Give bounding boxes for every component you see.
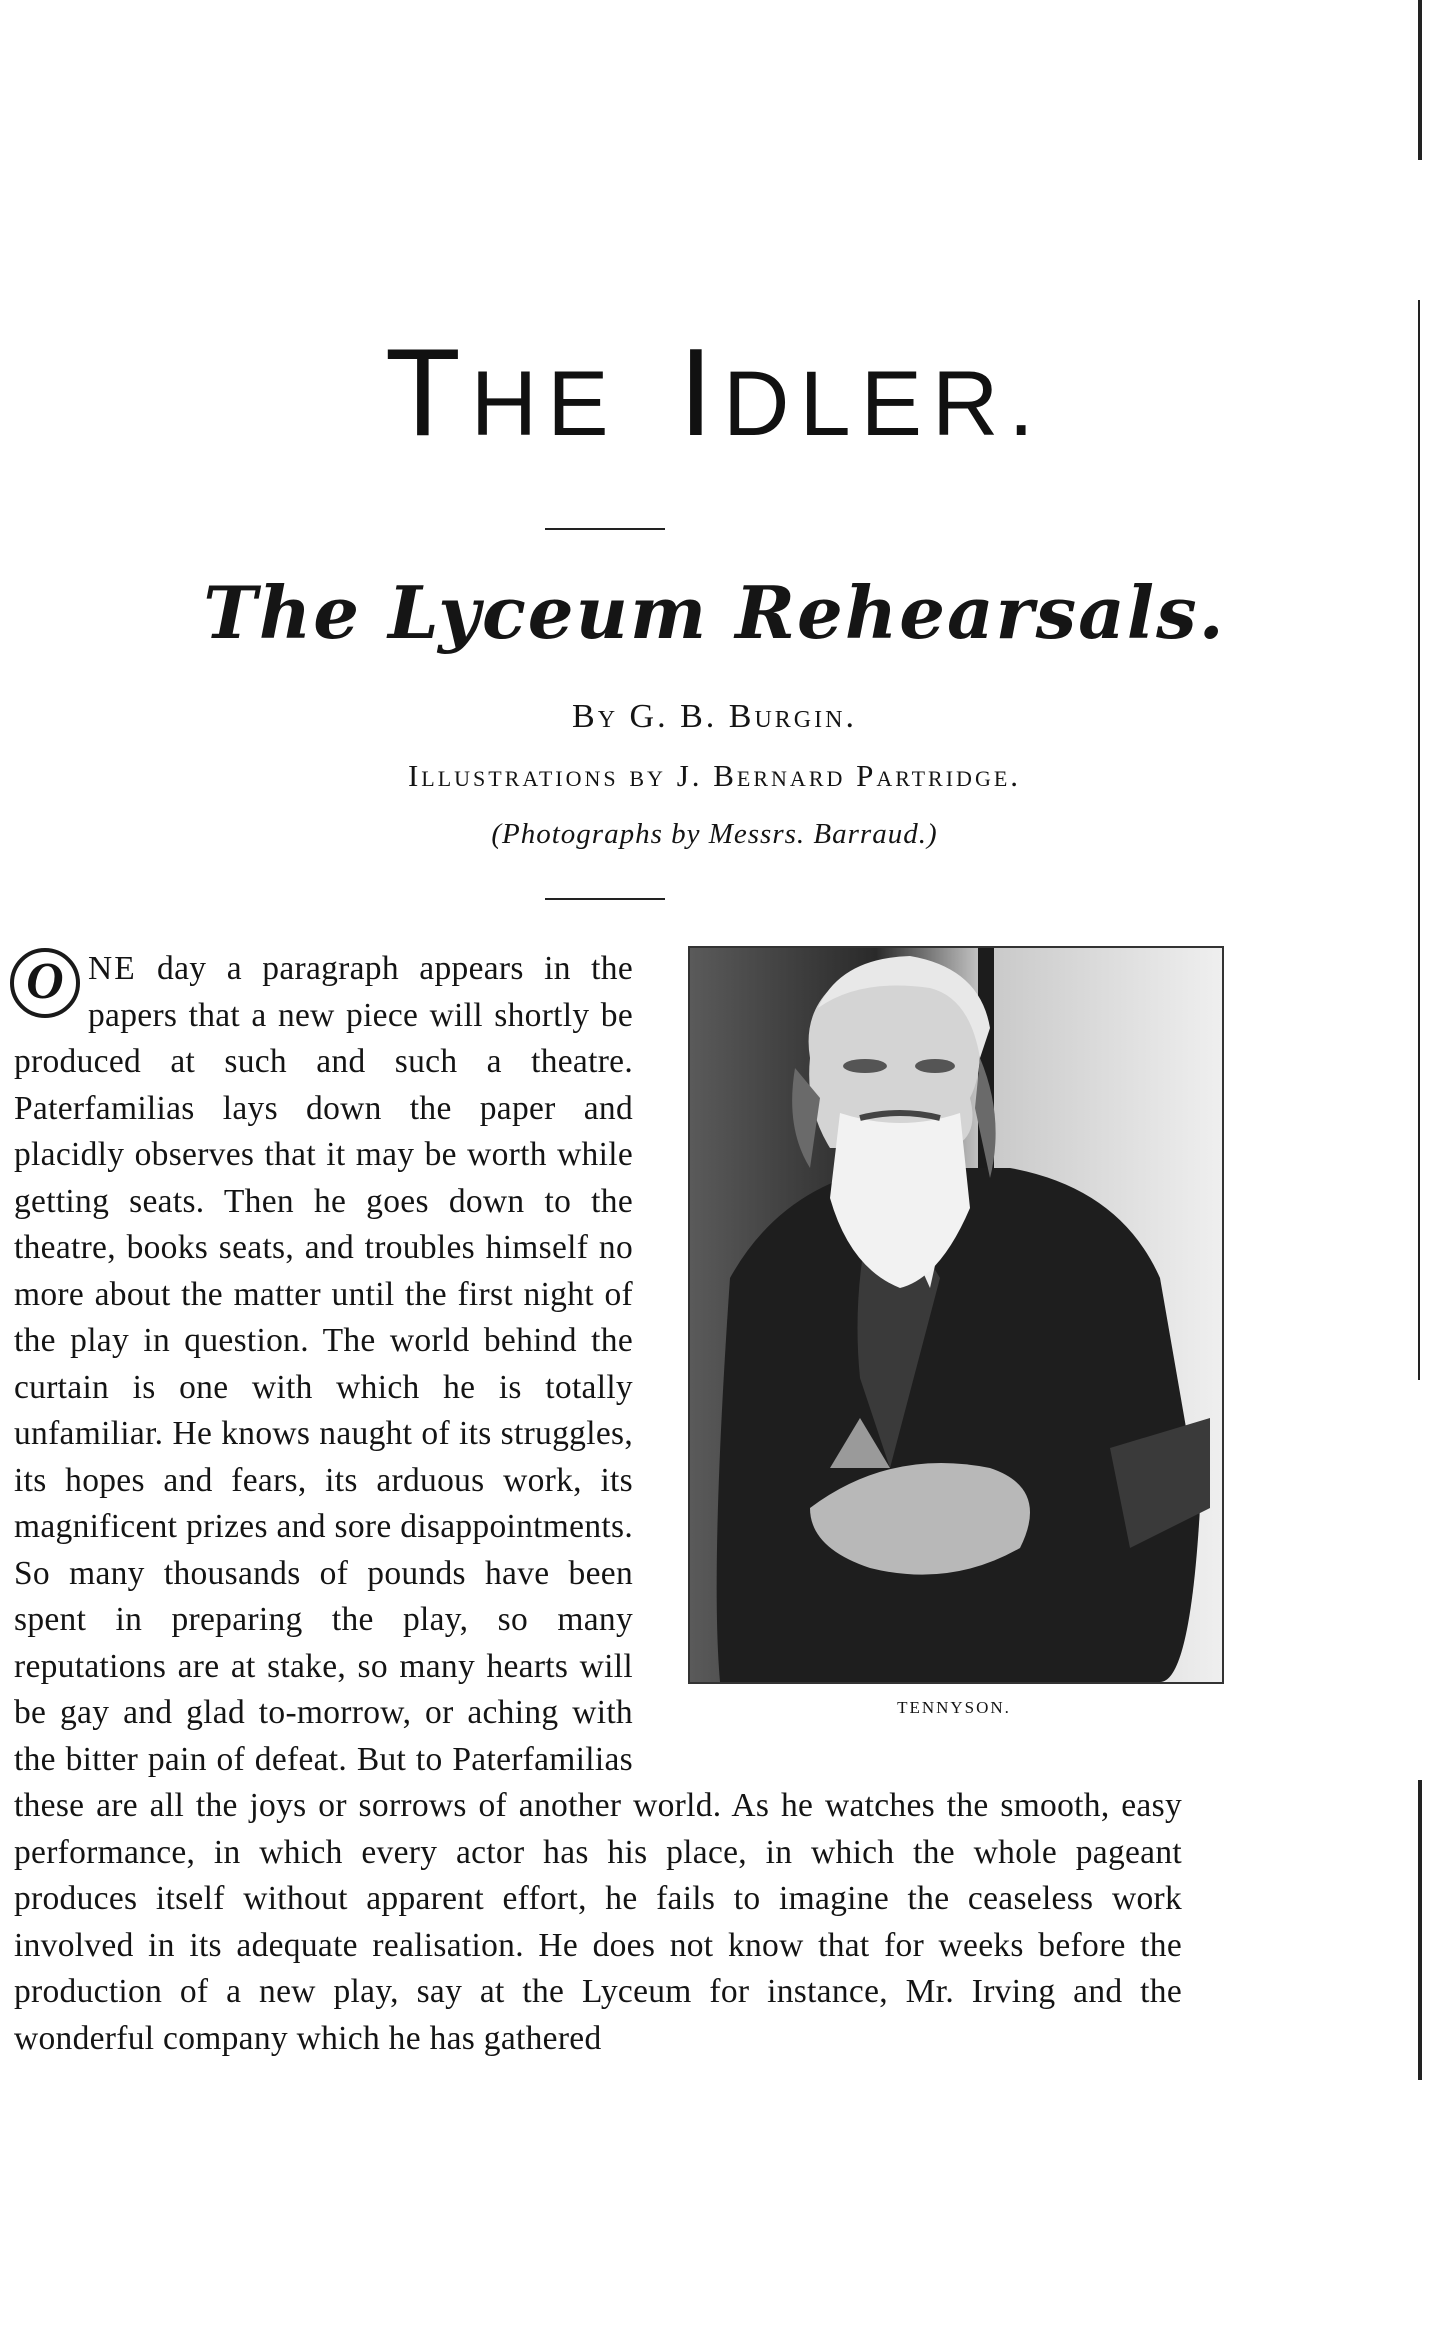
photo-credit: (Photographs by Messrs. Barraud.) [491, 818, 938, 850]
drop-cap-letter: O [26, 953, 64, 1010]
portrait-photo [688, 946, 1224, 1684]
figure-caption: TENNYSON. [897, 1698, 1011, 1717]
masthead-the-idler [0, 322, 1429, 464]
portrait-photo-image [690, 948, 1222, 1682]
divider-rule [545, 528, 665, 530]
opening-caps: NE [88, 950, 137, 987]
scan-edge-mark [1418, 1780, 1422, 2080]
drop-cap [10, 948, 80, 1018]
masthead-initial-i: I [678, 324, 724, 462]
article-title: The Lyceum Rehearsals. [203, 570, 1226, 655]
body-text: day a paragraph appears in the papers that a new piece will shortly be produced at such and such a theatre. Paterfamilias lays down the paper and placidly observes that it may be worth while getting seats. Then he goes down to the theatre, books seats, and troubles himself no more about the matter until the first night of the play in question. The world behind the curtain is one with which he is totally unfamiliar. He knows naught of its struggles, its hopes and fears, its arduous work, its magnificent prizes and sore disappointments. So many thousands of pounds have been spent in preparing the play, so many reputations are at stake, so many hearts will be gay and glad to-morrow, or aching with the bitter pain of defeat. But to Paterfamilias these are all the joys or sorrows of another world. As he watches the smooth, easy performance, in which every actor has his place, in which the whole pageant produces itself without apparent effort, he fails to imagine the ceaseless work involved in its adequate realisation. He does not know that for weeks before the production of a new play, say at the Lyceum for instance, Mr. Irving and the wonderful company which he has gathered [14, 950, 1182, 2057]
illustrations-credit: Illustrations by J. Bernard Partridge. [407, 758, 1022, 793]
masthead-rest-he: HE [470, 353, 619, 455]
divider-rule [545, 898, 665, 900]
masthead-rest-dler: DLER. [723, 353, 1044, 455]
scan-edge-mark [1418, 0, 1422, 160]
byline: By G. B. Burgin. [572, 698, 857, 735]
masthead-initial-t: T [385, 324, 471, 462]
